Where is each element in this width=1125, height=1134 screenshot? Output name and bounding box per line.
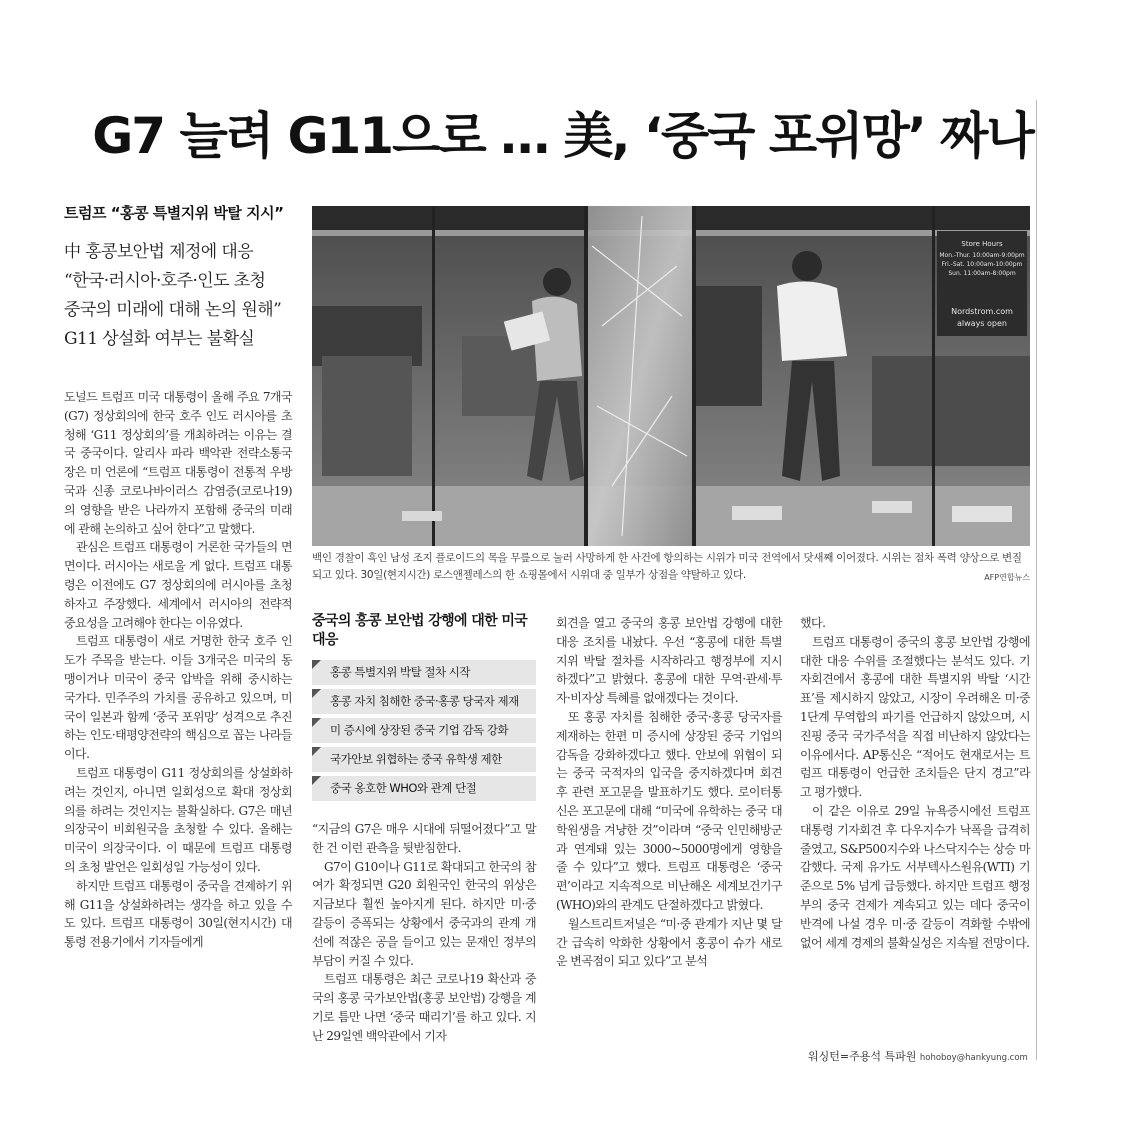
article-column-3 bbox=[556, 614, 782, 971]
byline-name: 워싱턴=주용석 특파원 bbox=[808, 1050, 917, 1063]
sidebar-box-title: 중국의 홍콩 보안법 강행에 대한 미국 대응 bbox=[312, 613, 528, 648]
paragraph: 트럼프 대통령은 최근 코로나19 확산과 중국의 홍콩 국가보안법(홍콩 보안법) 강행을 계기로 틈만 나면 ‘중국 때리기’를 하고 있다. 지난 29일엔 백악관에서 기자 bbox=[312, 972, 536, 1043]
store-hours-line: Sun. 11:00am-8:00pm bbox=[948, 270, 1016, 277]
store-tagline: always open bbox=[957, 319, 1007, 328]
box-item bbox=[312, 660, 536, 685]
store-hours-title: Store Hours bbox=[961, 240, 1003, 248]
triangle-marker-icon bbox=[312, 718, 321, 727]
right-border-rule bbox=[1036, 100, 1037, 1060]
article-column-2 bbox=[312, 820, 536, 1046]
paragraph: 관심은 트럼프 대통령이 거론한 국가들의 면면이다. 러시아는 새로울 게 없다. 트럼프 대통령은 이전에도 G7 정상회의에 러시아를 초청하자고 주장했다. 세계에서 러시아의 전략적 중요성을 고려해야 한다는 이유였다. bbox=[64, 540, 292, 630]
triangle-marker-icon bbox=[312, 776, 321, 785]
box-item bbox=[312, 718, 536, 743]
byline-email: hohoboy@hankyung.com bbox=[919, 1053, 1028, 1063]
store-hours-line: Fri.-Sat. 10:00am-10:00pm bbox=[941, 261, 1023, 268]
article-column-4 bbox=[800, 614, 1030, 952]
subhead-line: 중국의 미래에 대해 논의 원해” bbox=[64, 300, 282, 320]
subhead-line: 中 홍콩보안법 제정에 대응 bbox=[64, 242, 254, 262]
paragraph: 트럼프 대통령이 중국의 홍콩 보안법 강행에 대한 대응 수위를 조절했다는 분석도 있다. 기자회견에서 홍콩에 대한 특별지위 박탈 ‘시간표’를 제시하지 않았고, 시장이 우려해온 미·중 1단계 무역합의 파기를 언급하지 않았으며, 시진핑 중국 국가주석을 직접 비난하지 않았다는 이유에서다. AP통신은 “적어도 현재로서는 트럼프 대통령이 언급한 조치들은 단지 경고”라고 평가했다. bbox=[800, 634, 1030, 800]
paragraph: G7이 G10이나 G11로 확대되고 한국의 참여가 확정되면 G20 회원국인 한국의 위상은 지금보다 훨씬 높아지게 된다. 하지만 미·중 갈등이 증폭되는 상황에서 중국과의 관계 개선에 적잖은 공을 들이고 있는 문재인 정부의 부담이 커질 수 있다. bbox=[312, 859, 536, 968]
box-item-label: 중국 옹호한 WHO와 관계 단절 bbox=[330, 781, 477, 795]
headline: G7 늘려 G11으로 … 美, ‘중국 포위망’ 짜나 bbox=[92, 107, 1033, 165]
subheads bbox=[64, 238, 304, 354]
box-item-label: 미 증시에 상장된 중국 기업 감독 강화 bbox=[330, 723, 509, 737]
photo-caption: 백인 경찰이 흑인 남성 조지 플로이드의 목을 무릎으로 눌러 사망하게 한 사건에 항의하는 시위가 미국 전역에서 닷새째 이어졌다. 시위는 점차 폭력 양상으로 변질되고 있다. 30일(현지시간) 로스앤젤레스의 한 쇼핑몰에서 시위대 중 일부가 상점을 약탈하고 있다. bbox=[312, 552, 1022, 581]
news-photo bbox=[312, 206, 1030, 546]
subhead-line: “한국·러시아·호주·인도 초청 bbox=[64, 271, 266, 291]
subhead-line: G11 상설화 여부는 불확실 bbox=[64, 329, 255, 349]
kicker: 트럼프 “홍콩 특별지위 박탈 지시” bbox=[64, 204, 284, 222]
box-item bbox=[312, 776, 536, 801]
box-item-label: 홍콩 특별지위 박탈 절차 시작 bbox=[330, 665, 470, 679]
store-hours-line: Mon.-Thur. 10:00am-9:00pm bbox=[939, 252, 1025, 259]
paragraph: 하지만 트럼프 대통령이 중국을 견제하기 위해 G11을 상설화하려는 생각을 하고 있을 수도 있다. 트럼프 대통령이 30일(현지시간) 대통령 전용기에서 기자들에게 bbox=[64, 878, 292, 950]
box-item-label: 국가안보 위협하는 중국 유학생 제한 bbox=[330, 752, 502, 766]
sidebar-box bbox=[312, 660, 536, 805]
triangle-marker-icon bbox=[312, 660, 321, 669]
box-item bbox=[312, 747, 536, 772]
article-column-1 bbox=[64, 388, 292, 952]
triangle-marker-icon bbox=[312, 747, 321, 756]
box-item-label: 홍콩 자치 침해한 중국·홍콩 당국자 제재 bbox=[330, 694, 519, 708]
store-name: Nordstrom.com bbox=[951, 307, 1013, 316]
paragraph: 회견을 열고 중국의 홍콩 보안법 강행에 대한 대응 조치를 내놨다. 우선 “홍콩에 대한 특별지위 박탈 절차를 시작하라고 행정부에 지시하겠다”고 밝혔다. 홍콩에 대한 무역·관세·투자·비자상 특혜를 없애겠다는 것이다. bbox=[556, 616, 782, 706]
paragraph: 월스트리트저널은 “미·중 관계가 지난 몇 달간 급속히 악화한 상황에서 홍콩이 슈가 새로운 변곡점이 되고 있다”고 분석 bbox=[556, 916, 782, 969]
paragraph: 도널드 트럼프 미국 대통령이 올해 주요 7개국(G7) 정상회의에 한국 호주 인도 러시아를 초청해 ‘G11 정상회의’를 개최하려는 이유는 결국 중국이다. 알리사 파라 백악관 전략소통국장은 미 언론에 “트럼프 대통령이 전통적 우방국과 신종 코로나바이러스 감염증(코로나19)의 영향을 받은 나라까지 포함해 중국의 미래에 관해 논의하고 싶어 한다”고 말했다. bbox=[64, 390, 292, 536]
photo-credit: AFP연합뉴스 bbox=[984, 573, 1030, 582]
paragraph: 트럼프 대통령이 새로 거명한 한국 호주 인도가 주목을 받는다. 이들 3개국은 미국의 동맹이거나 미국이 중국 압박을 위해 중시하는 국가다. 민주주의 가치를 공유하고 있으며, 미국이 일본과 함께 ‘중국 포위망’ 성격으로 추진하는 인도·태평양전략의 핵심으로 꼽는 나라들이다. bbox=[64, 634, 292, 762]
triangle-marker-icon bbox=[312, 689, 321, 698]
paragraph: 이 같은 이유로 29일 뉴욕증시에선 트럼프 대통령 기자회견 후 다우지수가 낙폭을 급격히 줄였고, S&P500지수와 나스닥지수는 상승 마감했다. 국제 유가도 서부텍사스원유(WTI) 기준으로 5% 넘게 급등했다. 하지만 트럼프 행정부의 중국 견제가 계속되고 있는 데다 중국이 반격에 나설 경우 미·중 갈등이 격화할 수밖에 없어 세계 경제의 불확실성은 지속될 전망이다. bbox=[800, 803, 1030, 950]
paragraph: 또 홍콩 자치를 침해한 중국·홍콩 당국자를 제재하는 한편 미 증시에 상장된 중국 기업의 감독을 강화하겠다고 했다. 안보에 위협이 되는 중국 국적자의 입국을 중지하겠다며 회견 후 관련 포고문을 발표하기도 했다. 로이터통신은 포고문에 대해 “미국에 유학하는 중국 대학원생을 겨냥한 것”이라며 “중국 인민해방군과 연계돼 있는 3000~5000명에게 영향을 줄 수 있다”고 했다. 트럼프 대통령은 ‘중국 편’이라고 지속적으로 비난해온 세계보건기구(WHO)와의 관계도 단절하겠다고 밝혔다. bbox=[556, 709, 782, 912]
paragraph: “지금의 G7은 매우 시대에 뒤떨어졌다”고 말한 건 이런 관측을 뒷받침한다. bbox=[312, 822, 536, 855]
paragraph: 했다. bbox=[800, 616, 826, 630]
byline bbox=[808, 1048, 1038, 1064]
paragraph: 트럼프 대통령이 G11 정상회의를 상설화하려는 것인지, 아니면 일회성으로 확대 정상회의를 하려는 것인지는 불확실하다. G7은 매년 의장국이 비회원국을 초청할 수 있다. 올해는 미국이 의장국이다. 이 때문에 트럼프 대통령의 초청 발언은 일회성일 가능성이 있다. bbox=[64, 765, 292, 874]
box-item bbox=[312, 689, 536, 714]
